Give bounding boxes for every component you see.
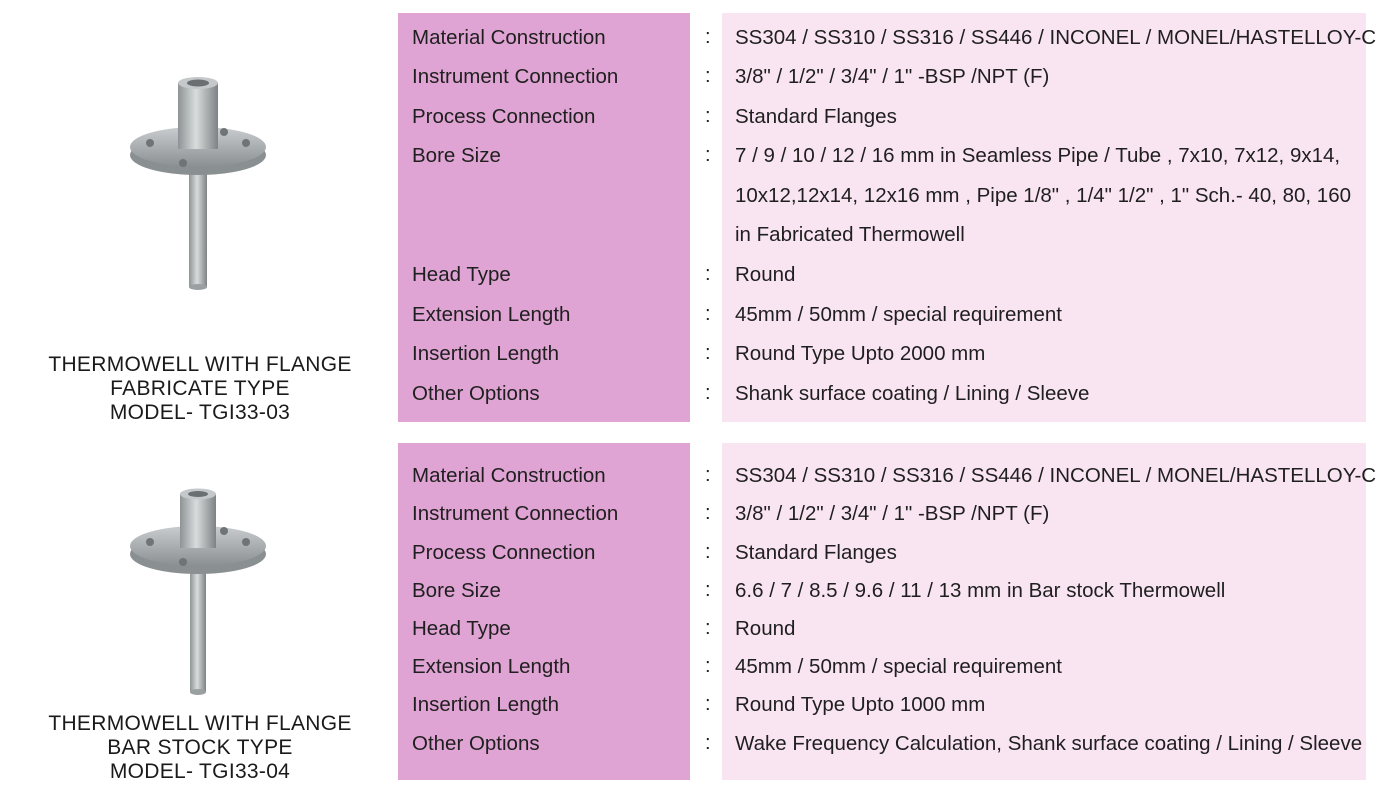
spec-colon: :: [705, 105, 711, 127]
spec-value: Shank surface coating / Lining / Sleeve: [735, 382, 1090, 405]
spec-colon: :: [705, 342, 711, 364]
spec-label: Material Construction: [412, 26, 606, 49]
spec-label: Head Type: [412, 617, 511, 640]
spec-label: Instrument Connection: [412, 65, 619, 88]
spec-value: Wake Frequency Calculation, Shank surface coating / Lining / Sleeve: [735, 732, 1363, 755]
spec-label: Other Options: [412, 732, 540, 755]
spec-label: Process Connection: [412, 105, 596, 128]
spec-colon: :: [705, 382, 711, 404]
product-caption: [40, 712, 360, 784]
caption-model: MODEL- TGI33-04: [109, 760, 291, 783]
spec-value: 6.6 / 7 / 8.5 / 9.6 / 11 / 13 mm in Bar stock Thermowell: [735, 579, 1226, 602]
spec-label: Material Construction: [412, 464, 606, 487]
spec-value: 3/8" / 1/2" / 3/4" / 1" -BSP /NPT (F): [735, 502, 1050, 525]
spec-value: SS304 / SS310 / SS316 / SS446 / INCONEL / MONEL/HASTELLOY-C: [735, 26, 1377, 49]
spec-value: Standard Flanges: [735, 541, 897, 564]
spec-value: 3/8" / 1/2" / 3/4" / 1" -BSP /NPT (F): [735, 65, 1050, 88]
spec-colon: :: [705, 617, 711, 639]
caption-type: BAR STOCK TYPE: [107, 736, 293, 759]
spec-label: Insertion Length: [412, 693, 560, 716]
spec-colon: :: [705, 26, 711, 48]
spec-label: Process Connection: [412, 541, 596, 564]
spec-colon: :: [705, 65, 711, 87]
caption-model: MODEL- TGI33-03: [109, 401, 291, 424]
product-caption: [40, 353, 360, 425]
spec-label: Bore Size: [412, 579, 501, 602]
spec-colon: :: [705, 693, 711, 715]
spec-colon: :: [705, 732, 711, 754]
spec-label: Insertion Length: [412, 342, 560, 365]
spec-value: 45mm / 50mm / special requirement: [735, 303, 1062, 326]
thermowell-flange-image: [128, 75, 268, 295]
spec-value: Round: [735, 617, 796, 640]
spec-label-panel: [398, 443, 690, 780]
spec-value: Round Type Upto 1000 mm: [735, 693, 986, 716]
spec-label: Bore Size: [412, 144, 501, 167]
spec-value: 45mm / 50mm / special requirement: [735, 655, 1062, 678]
caption-title: THERMOWELL WITH FLANGE: [48, 353, 352, 376]
spec-colon: :: [705, 144, 711, 166]
caption-title: THERMOWELL WITH FLANGE: [48, 712, 352, 735]
spec-label: Extension Length: [412, 303, 571, 326]
spec-value: Round Type Upto 2000 mm: [735, 342, 986, 365]
thermowell-flange-image: [128, 480, 268, 700]
spec-value: SS304 / SS310 / SS316 / SS446 / INCONEL / MONEL/HASTELLOY-C: [735, 464, 1377, 487]
spec-colon: :: [705, 464, 711, 486]
spec-value: 7 / 9 / 10 / 12 / 16 mm in Seamless Pipe / Tube , 7x10, 7x12, 9x14, 10x12,12x14, 12x16 mm , Pipe 1/8" , 1/4" 1/2" , 1" Sch.- 40, 80, 160 in Fabricated Thermowell: [735, 144, 1352, 246]
spec-colon: :: [705, 263, 711, 285]
caption-type: FABRICATE TYPE: [110, 377, 290, 400]
product-bar-stock-type: [0, 438, 1388, 788]
spec-colon: :: [705, 303, 711, 325]
spec-label: Instrument Connection: [412, 502, 619, 525]
spec-label: Head Type: [412, 263, 511, 286]
spec-label: Other Options: [412, 382, 540, 405]
spec-value: Standard Flanges: [735, 105, 897, 128]
spec-label: Extension Length: [412, 655, 571, 678]
spec-colon: :: [705, 579, 711, 601]
spec-colon: :: [705, 541, 711, 563]
spec-colon: :: [705, 655, 711, 677]
spec-value: Round: [735, 263, 796, 286]
spec-value-panel: [722, 443, 1366, 780]
spec-colon: :: [705, 502, 711, 524]
